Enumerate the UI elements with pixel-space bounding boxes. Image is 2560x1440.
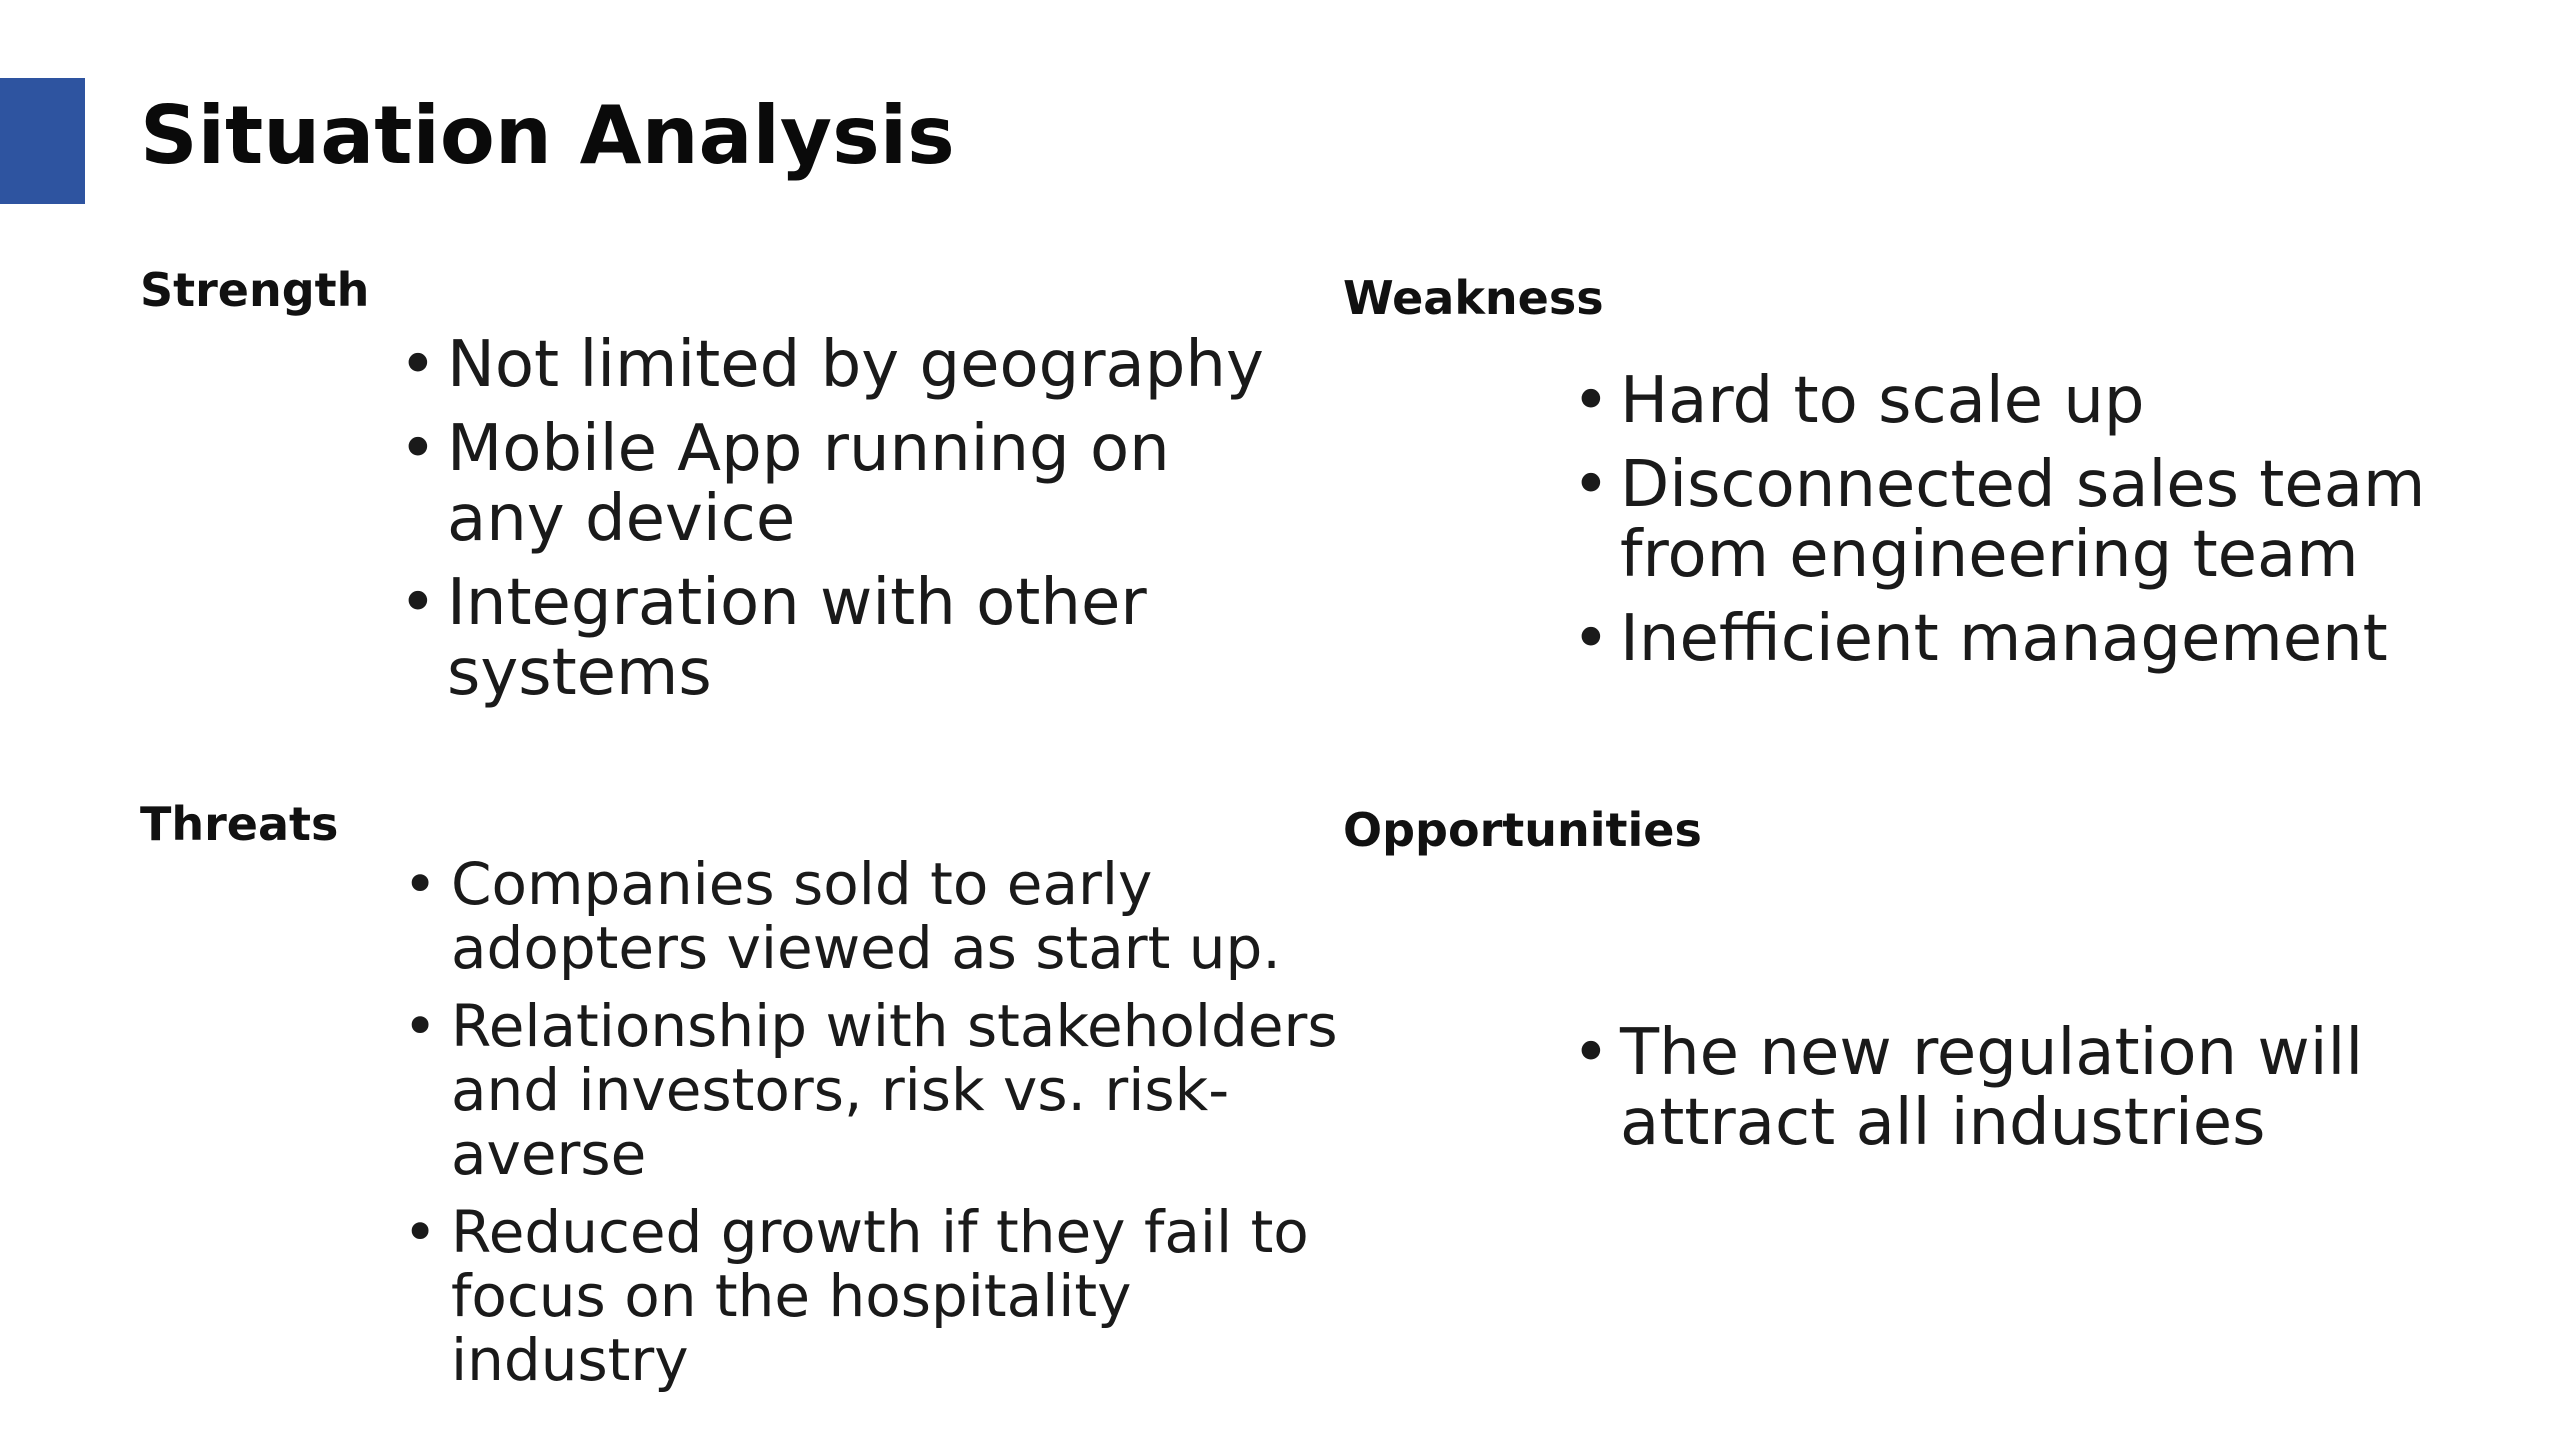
strength-item: • Not limited by geography	[395, 330, 1295, 400]
strength-heading: Strength	[140, 263, 370, 317]
weakness-item: • Disconnected sales team from engineering team	[1568, 450, 2488, 590]
page-title: Situation Analysis	[140, 89, 955, 182]
opportunities-item: • The new regulation will attract all industries	[1568, 1018, 2488, 1158]
threats-item: • Relationship with stakeholders and investors, risk vs. risk-averse	[399, 994, 1339, 1186]
weakness-heading: Weakness	[1343, 271, 1604, 325]
threats-list	[399, 852, 1339, 1406]
strength-item: • Integration with other systems	[395, 568, 1295, 708]
opportunities-heading: Opportunities	[1343, 803, 1702, 857]
strength-item: • Mobile App running on any device	[395, 414, 1295, 554]
weakness-list	[1568, 366, 2488, 688]
opportunities-list	[1568, 1018, 2488, 1158]
threats-item: • Companies sold to early adopters viewed as start up.	[399, 852, 1339, 980]
threats-heading: Threats	[140, 797, 339, 851]
title-accent-bar	[0, 78, 85, 204]
weakness-item: • Hard to scale up	[1568, 366, 2488, 436]
strength-list	[395, 330, 1295, 722]
threats-item: • Reduced growth if they fail to focus on the hospitality industry	[399, 1200, 1339, 1392]
weakness-item: • Inefficient management	[1568, 604, 2488, 674]
